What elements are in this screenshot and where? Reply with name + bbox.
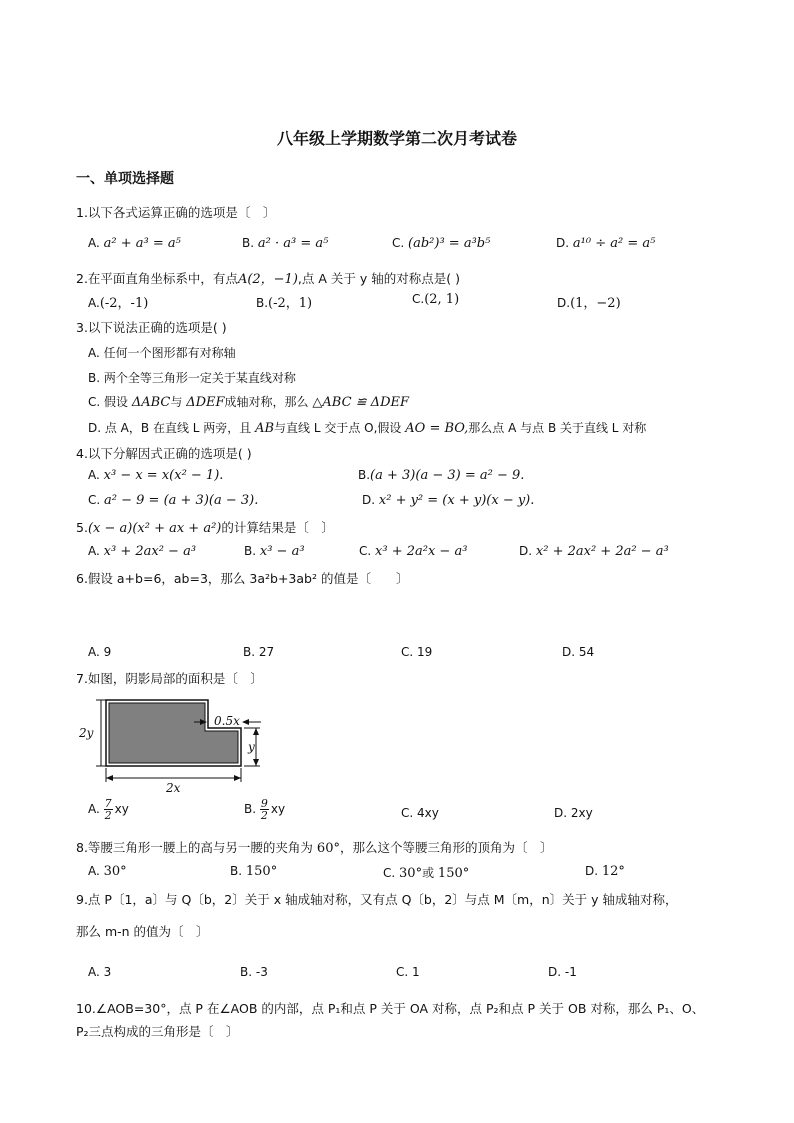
q8-option-b[interactable]: B. 150°: [230, 864, 278, 879]
q3-option-c[interactable]: C. 假设 ΔABC与 ΔDEF成轴对称，那么 △ABC ≌ ΔDEF: [88, 395, 409, 410]
q3-option-b[interactable]: B. 两个全等三角形一定关于某直线对称: [88, 371, 296, 385]
q1-b-math: a² · a³ = a⁵: [257, 236, 329, 251]
q7-option-c[interactable]: C. 4xy: [401, 806, 439, 820]
q2-point: A(2，−1): [237, 272, 298, 287]
q5-option-b[interactable]: B. x³ − a³: [244, 544, 305, 559]
q7-label-2x: 2x: [166, 781, 181, 794]
q1-option-a[interactable]: A. a² + a³ = a⁵: [88, 236, 181, 251]
q9-option-a[interactable]: A. 3: [88, 965, 112, 979]
q7-label-05x: 0.5x: [214, 714, 240, 728]
q10-stem-line2: P₂三点构成的三角形是〔 〕: [76, 1024, 239, 1039]
q1-stem: 1.以下各式运算正确的选项是〔 〕: [76, 205, 276, 220]
q4-option-a[interactable]: A. x³ − x = x(x² − 1).: [88, 468, 224, 483]
q9-stem-line1: 9.点 P〔1，a〕与 Q〔b，2〕关于 x 轴成轴对称，又有点 Q〔b，2〕与点 M〔m，n〕关于 y 轴成轴对称，: [76, 892, 678, 907]
q2-option-a[interactable]: A.(-2，-1): [88, 296, 149, 311]
q7-shaded-region: [109, 703, 238, 763]
page-title: 八年级上学期数学第二次月考试卷: [276, 129, 517, 148]
q1-option-d[interactable]: D. a¹⁰ ÷ a² = a⁵: [556, 236, 656, 251]
q9-option-d[interactable]: D. -1: [548, 965, 577, 979]
q1-option-b[interactable]: B. a² · a³ = a⁵: [242, 236, 329, 251]
q7-option-b[interactable]: B. $\frac{9}{2}$ xy: [244, 797, 286, 822]
q2-stem: 2.在平面直角坐标系中，有点A(2，−1),点 A 关于 y 轴的对称点是( ): [76, 271, 460, 287]
q10-stem-line1: 10.∠AOB=30°，点 P 在∠AOB 的内部，点 P₁和点 P 关于 OA 对称，点 P₂和点 P 关于 OB 对称，那么 P₁、O、: [76, 1001, 705, 1016]
q4-stem: 4.以下分解因式正确的选项是( ): [76, 446, 252, 461]
q7-label-2y: 2y: [79, 726, 94, 740]
q7-figure: [76, 692, 276, 794]
q3-option-a[interactable]: A. 任何一个图形都有对称轴: [88, 346, 236, 360]
q2-option-d[interactable]: D.(1，−2): [557, 296, 621, 311]
q7-label-y: y: [248, 740, 255, 754]
q9-option-b[interactable]: B. -3: [240, 965, 268, 979]
q1-option-c[interactable]: C. (ab²)³ = a³b⁵: [392, 236, 491, 251]
q6-option-c[interactable]: C. 19: [401, 645, 433, 659]
q9-stem-line2: 那么 m-n 的值为〔 〕: [76, 924, 209, 939]
q5-option-d[interactable]: D. x² + 2ax² + 2a² − a³: [519, 544, 669, 559]
q9-option-c[interactable]: C. 1: [396, 965, 420, 979]
q5-stem: 5.(x − a)(x² + ax + a²)的计算结果是〔 〕: [76, 520, 334, 536]
q8-stem: 8.等腰三角形一腰上的高与另一腰的夹角为 60°，那么这个等腰三角形的顶角为〔 〕: [76, 840, 553, 856]
q7-option-d[interactable]: D. 2xy: [554, 806, 593, 820]
q8-option-d[interactable]: D. 12°: [585, 864, 625, 879]
q5-option-c[interactable]: C. x³ + 2a²x − a³: [359, 544, 468, 559]
q7-option-a[interactable]: A. $\frac{7}{2}$ xy: [88, 797, 129, 822]
q5-option-a[interactable]: A. x³ + 2ax² − a³: [88, 544, 197, 559]
q8-option-a[interactable]: A. 30°: [88, 864, 127, 879]
q6-option-b[interactable]: B. 27: [243, 645, 275, 659]
q1-a-math: a² + a³ = a⁵: [103, 236, 181, 251]
q4-option-c[interactable]: C. a² − 9 = (a + 3)(a − 3).: [88, 493, 259, 508]
q6-option-a[interactable]: A. 9: [88, 645, 112, 659]
q1-c-math: (ab²)³ = a³b⁵: [408, 236, 491, 251]
q3-option-d[interactable]: D. 点 A，B 在直线 L 两旁，且 AB与直线 L 交于点 O,假设 AO = BO,那么点 A 与点 B 关于直线 L 对称: [88, 421, 647, 436]
q8-option-c[interactable]: C. 30°或 150°: [383, 866, 470, 881]
q1-d-math: a¹⁰ ÷ a² = a⁵: [572, 236, 656, 251]
q7-stem: 7.如图，阴影局部的面积是〔 〕: [76, 671, 263, 686]
q2-option-b[interactable]: B.(-2，1): [256, 296, 313, 311]
q6-stem: 6.假设 a+b=6，ab=3，那么 3a²b+3ab² 的值是〔 〕: [76, 571, 409, 586]
q3-stem: 3.以下说法正确的选项是( ): [76, 320, 227, 335]
q2-option-c[interactable]: C.(2, 1): [412, 292, 460, 307]
q6-option-d[interactable]: D. 54: [562, 645, 595, 659]
section-heading: 一、单项选择题: [76, 171, 174, 187]
q4-option-d[interactable]: D. x² + y² = (x + y)(x − y).: [362, 493, 535, 508]
q4-option-b[interactable]: B.(a + 3)(a − 3) = a² − 9.: [358, 468, 525, 483]
